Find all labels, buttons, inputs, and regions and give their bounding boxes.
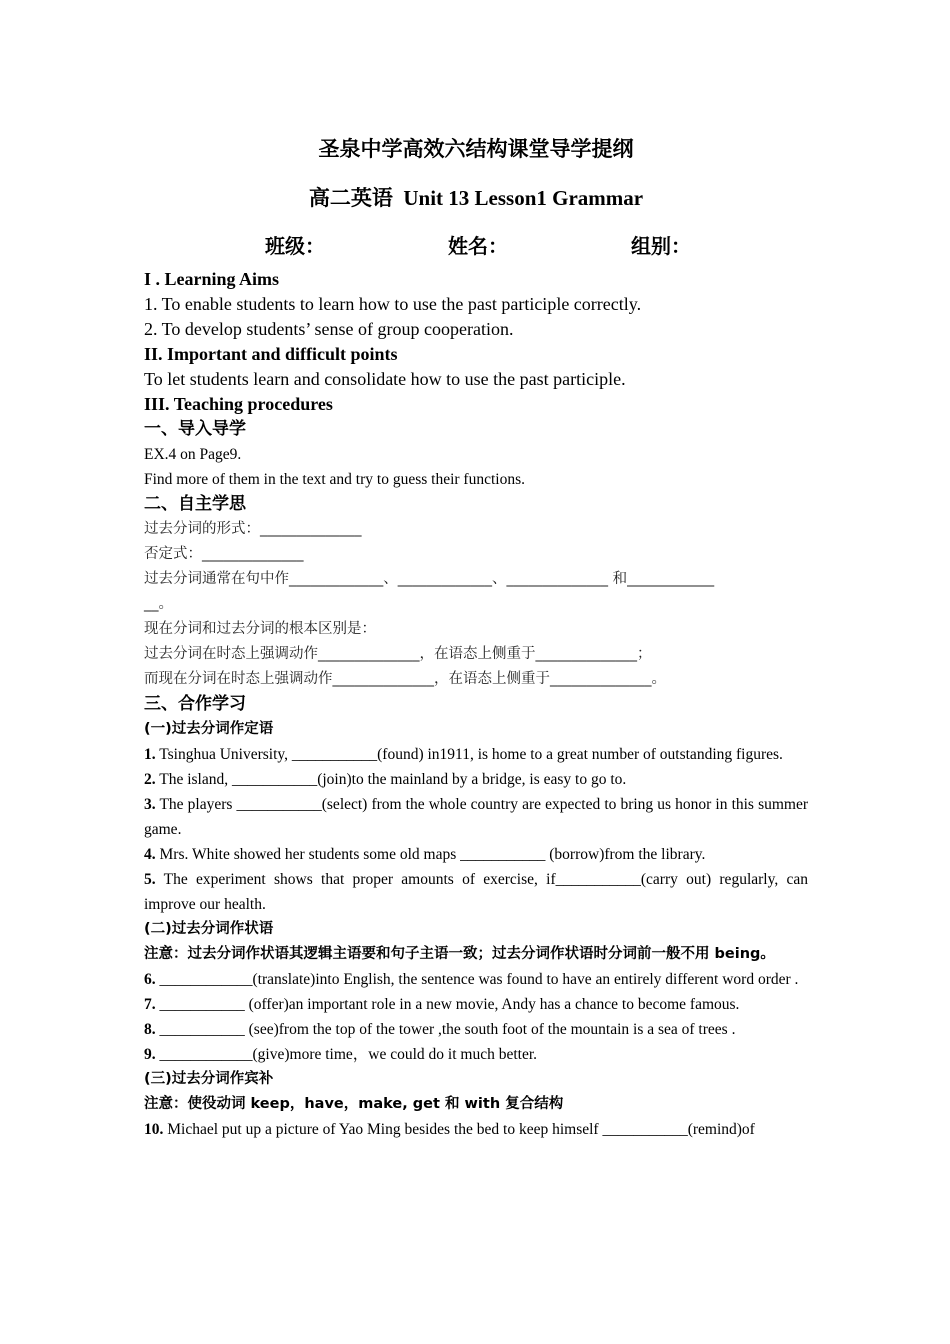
- part2-line: 过去分词通常在句中作_____________、_____________、______________ 和____________: [144, 571, 715, 587]
- question-item: [144, 1042, 808, 1067]
- page-title: 圣泉中学高效六结构课堂导学提纲: [318, 137, 634, 161]
- worksheet-body: [144, 267, 808, 1142]
- points-text: To let students learn and consolidate how to use the past participle.: [144, 369, 626, 389]
- subtitle-cn: 高二英语: [308, 186, 393, 210]
- question-text: The experiment shows that proper amounts of exercise, if___________(carry out) regularly, can improve our health.: [144, 871, 808, 913]
- part2-line: 而现在分词在时态上强调动作______________，在语态上侧重于______________。: [144, 671, 666, 687]
- sub2-note: 注意：过去分词作状语其逻辑主语要和句子主语一致；过去分词作状语时分词前一般不用 being。: [144, 946, 775, 962]
- question-item: [144, 992, 808, 1017]
- worksheet-page: [144, 134, 808, 1142]
- question-item: [144, 842, 808, 867]
- sub1-heading: (一)过去分词作定语: [144, 721, 274, 737]
- question-text: Michael put up a picture of Yao Ming besides the bed to keep himself ___________(remind)of: [163, 1121, 755, 1138]
- question-number: 1.: [144, 746, 156, 763]
- question-item: [144, 742, 808, 767]
- part2-heading: 二、自主学思: [144, 494, 246, 514]
- part2-line: 过去分词的形式：______________: [144, 521, 362, 537]
- question-number: 9.: [144, 1046, 156, 1063]
- group-label: 组别：: [631, 234, 691, 258]
- part1-heading: 一、导入导学: [144, 419, 246, 439]
- part2-line: 否定式：______________: [144, 546, 304, 562]
- part2-line: 现在分词和过去分词的根本区别是：: [144, 621, 376, 637]
- page-subtitle: [144, 183, 808, 213]
- part2-line: __。: [144, 596, 173, 612]
- aims-heading: I . Learning Aims: [144, 269, 280, 289]
- question-number: 4.: [144, 846, 156, 863]
- question-number: 10.: [144, 1121, 164, 1138]
- question-number: 6.: [144, 971, 156, 988]
- question-item: [144, 867, 808, 917]
- question-number: 2.: [144, 771, 156, 788]
- part3-heading: 三、合作学习: [144, 694, 246, 714]
- question-text: Mrs. White showed her students some old maps ___________ (borrow)from the library.: [155, 846, 706, 863]
- question-item: [144, 792, 808, 842]
- sub2-heading: (二)过去分词作状语: [144, 921, 274, 937]
- question-item: [144, 1117, 808, 1142]
- question-number: 7.: [144, 996, 156, 1013]
- question-text: ____________(give)more time，we could do it much better.: [155, 1046, 538, 1063]
- question-number: 3.: [144, 796, 156, 813]
- procedures-heading: III. Teaching procedures: [144, 394, 333, 414]
- aim-item: 2. To develop students’ sense of group cooperation.: [144, 319, 514, 339]
- class-label: 班级：: [265, 234, 325, 258]
- question-text: ___________ (see)from the top of the tower ,the south foot of the mountain is a sea of trees .: [155, 1021, 736, 1038]
- question-text: Tsinghua University, ___________(found) in1911, is home to a great number of outstanding figures.: [155, 746, 783, 763]
- part1-line: EX.4 on Page9.: [144, 446, 242, 463]
- question-item: [144, 967, 808, 992]
- part2-line: 过去分词在时态上强调动作______________，在语态上侧重于______________；: [144, 646, 652, 662]
- question-text: ___________ (offer)an important role in a new movie, Andy has a chance to become famous.: [155, 996, 740, 1013]
- points-heading: II. Important and difficult points: [144, 344, 398, 364]
- student-info-row: [144, 231, 808, 261]
- question-item: [144, 767, 808, 792]
- question-item: [144, 1017, 808, 1042]
- question-text: ____________(translate)into English, the sentence was found to have an entirely different word order .: [155, 971, 799, 988]
- question-number: 5.: [144, 871, 156, 888]
- name-label: 姓名：: [448, 234, 508, 258]
- question-text: The island, ___________(join)to the mainland by a bridge, is easy to go to.: [155, 771, 627, 788]
- question-text: The players ___________(select) from the whole country are expected to bring us honor in this summer game.: [144, 796, 808, 838]
- aim-item: 1. To enable students to learn how to use the past participle correctly.: [144, 294, 642, 314]
- part1-line: Find more of them in the text and try to guess their functions.: [144, 471, 525, 488]
- question-number: 8.: [144, 1021, 156, 1038]
- sub3-heading: (三)过去分词作宾补: [144, 1071, 274, 1087]
- sub3-note: 注意：使役动词 keep，have，make, get 和 with 复合结构: [144, 1096, 564, 1112]
- subtitle-en: Unit 13 Lesson1 Grammar: [403, 186, 644, 210]
